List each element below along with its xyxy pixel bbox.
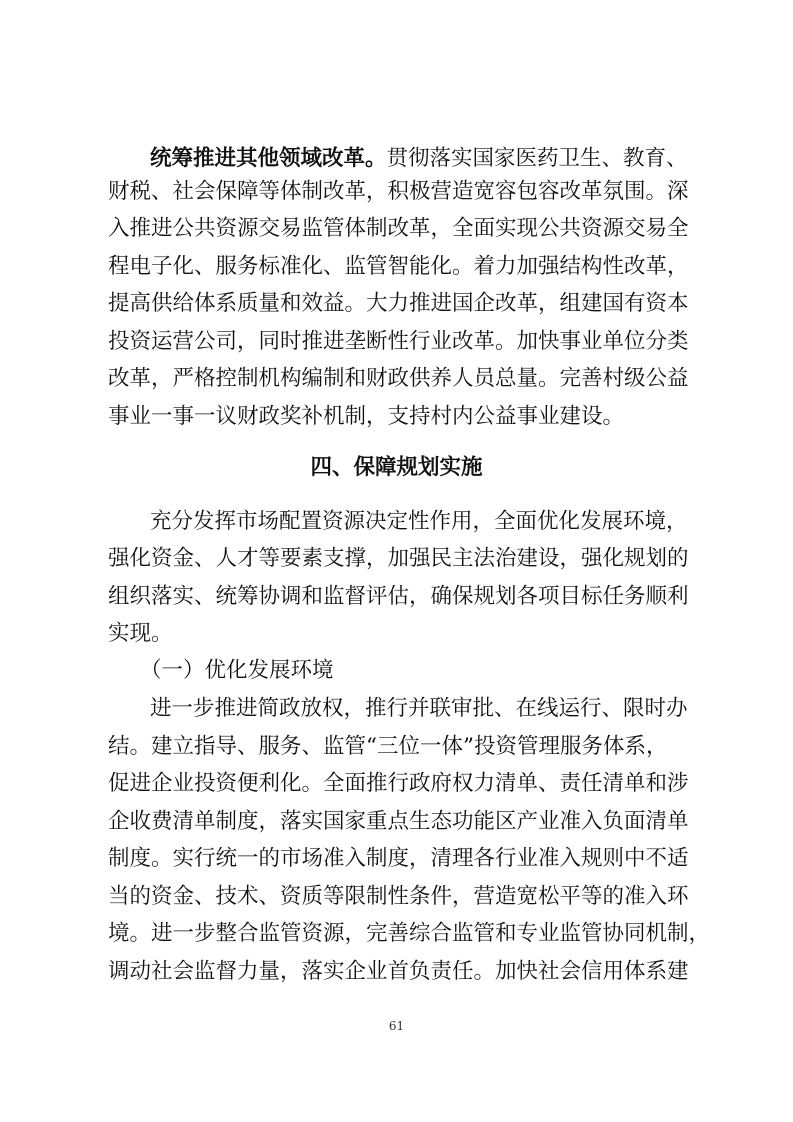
paragraph-line: 促进企业投资便利化。全面推行政府权力清单、责任清单和涉 (108, 771, 689, 796)
paragraph-line: 企收费清单制度，落实国家重点生态功能区产业准入负面清单 (108, 809, 689, 834)
paragraph-line: 财税、社会保障等体制改革，积极营造宽容包容改革氛围。深 (108, 179, 689, 204)
paragraph-line: 入推进公共资源交易监管体制改革，全面实现公共资源交易全 (108, 216, 689, 241)
paragraph-line: 组织落实、统筹协调和监督评估，确保规划各项目标任务顺利 (108, 584, 689, 609)
paragraph-line: 境。进一步整合监管资源，完善综合监管和专业监管协同机制， (108, 921, 711, 946)
paragraph-lead: 统筹推进其他领域改革。 (150, 146, 387, 171)
chapter-heading: 四、保障规划实施 (310, 455, 483, 480)
paragraph-line: 充分发挥市场配置资源决定性作用，全面优化发展环境， (150, 509, 688, 534)
paragraph-line: 当的资金、技术、资质等限制性条件，营造宽松平等的准入环 (108, 884, 689, 909)
paragraph-line: 制度。实行统一的市场准入制度，清理各行业准入规则中不适 (108, 846, 689, 871)
paragraph-line: 调动社会监督力量，落实企业首负责任。加快社会信用体系建 (108, 959, 689, 984)
paragraph-line: 改革，严格控制机构编制和财政供养人员总量。完善村级公益 (108, 366, 689, 391)
paragraph-line: 进一步推进简政放权，推行并联审批、在线运行、限时办 (150, 696, 688, 721)
paragraph-line: 程电子化、服务标准化、监管智能化。着力加强结构性改革， (108, 254, 689, 279)
page-number: 61 (388, 1019, 405, 1033)
paragraph-line (0, 145, 793, 173)
paragraph-line: 结。建立指导、服务、监管“三位一体”投资管理服务体系， (108, 734, 668, 759)
subsection-heading: （一）优化发展环境 (140, 658, 334, 683)
paragraph-line: 实现。 (108, 621, 173, 646)
paragraph-line: 强化资金、人才等要素支撑，加强民主法治建设，强化规划的 (108, 546, 689, 571)
paragraph-line: 投资运营公司，同时推进垄断性行业改革。加快事业单位分类 (108, 329, 689, 354)
paragraph-line: 提高供给体系质量和效益。大力推进国企改革，组建国有资本 (108, 291, 689, 316)
paragraph-line: 事业一事一议财政奖补机制，支持村内公益事业建设。 (108, 404, 625, 429)
paragraph-text: 贯彻落实国家医药卫生、教育、 (386, 146, 688, 171)
